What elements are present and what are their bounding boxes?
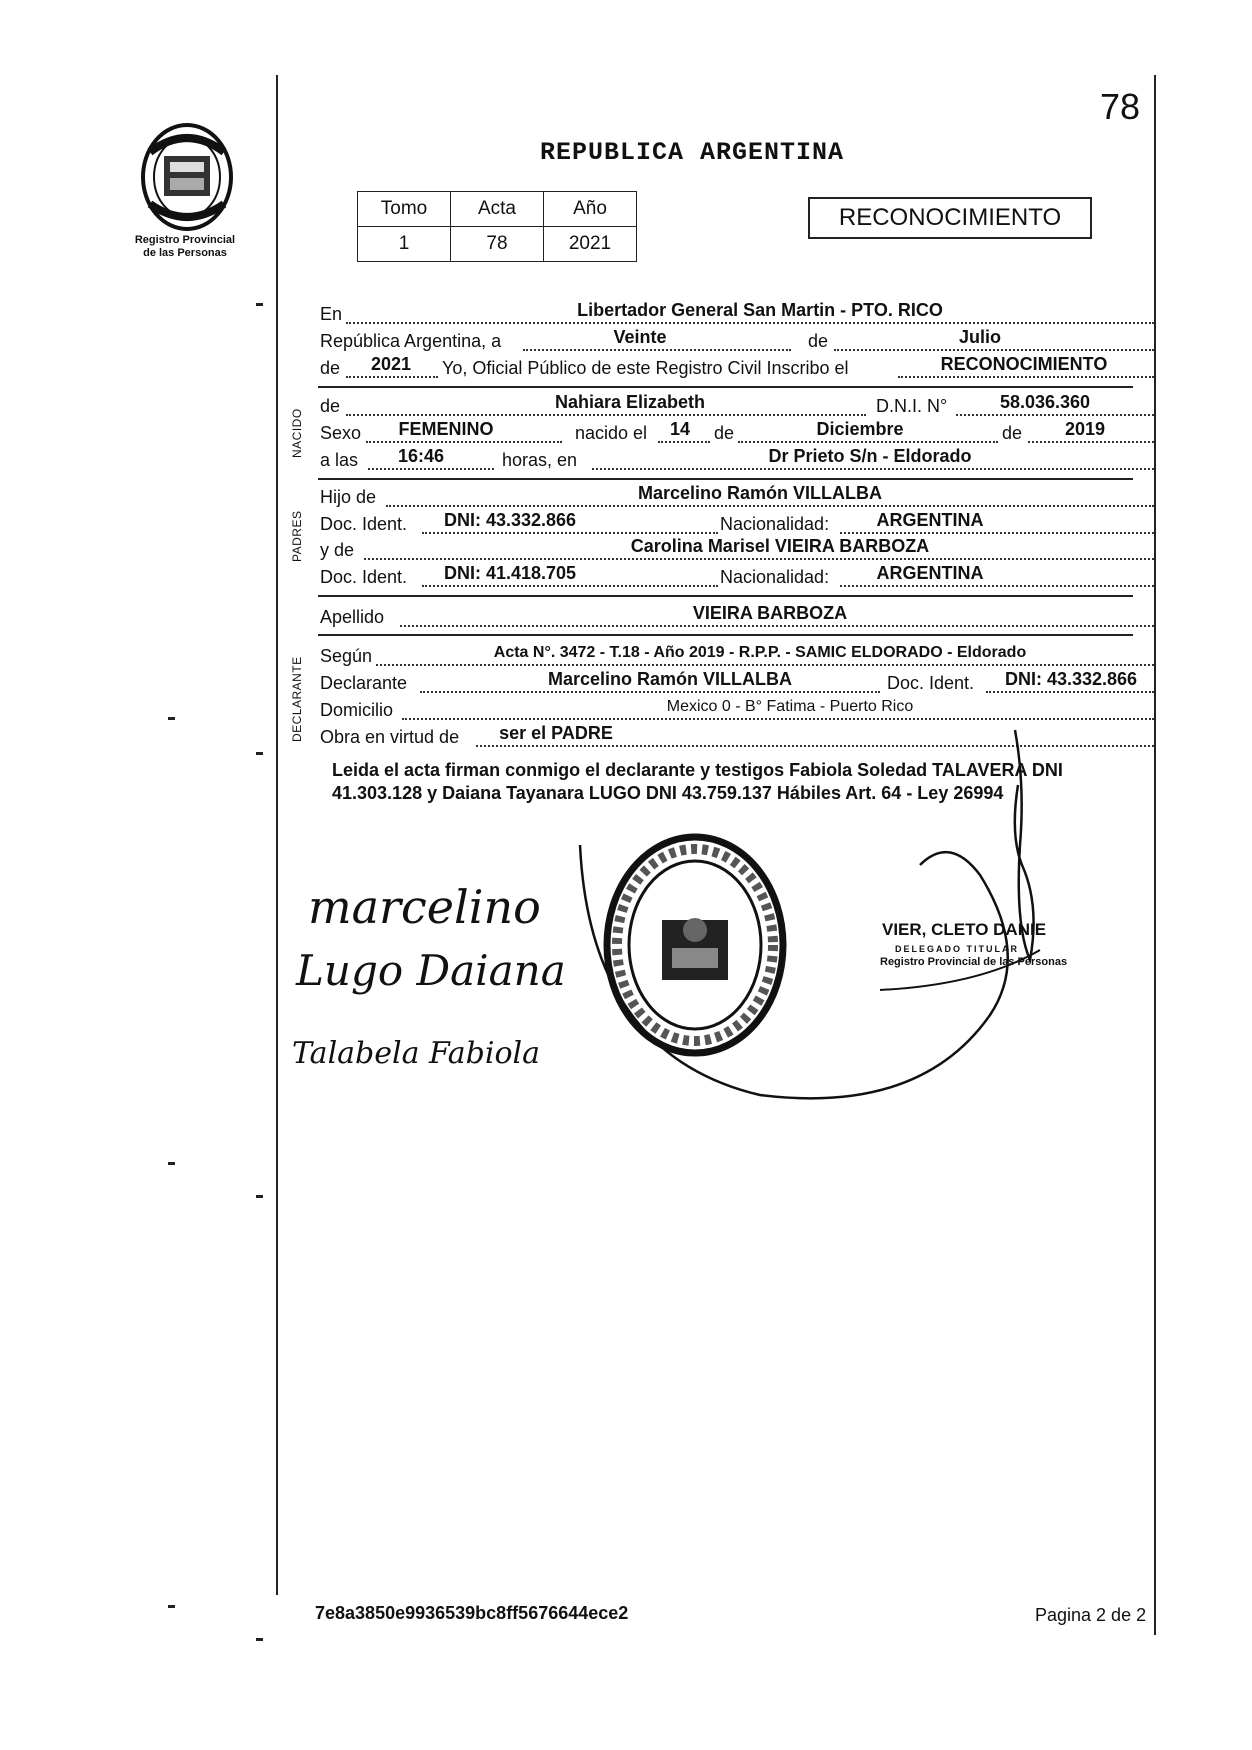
padre-doc-value: DNI: 43.332.866 [443, 510, 577, 530]
table-value-anio: 2021 [544, 227, 637, 262]
de4-label: de [714, 423, 735, 443]
section-separator [318, 386, 1133, 388]
table-value-acta: 78 [451, 227, 544, 262]
inscribo-value: RECONOCIMIENTO [940, 354, 1108, 374]
section-separator [318, 634, 1133, 636]
alas-label: a las [320, 450, 359, 470]
scan-mark [256, 1195, 263, 1198]
closing-paragraph: Leida el acta firman conmigo el declarante y testigos Fabiola Soledad TALAVERA DNI 41.303.128 y Daiana Tayanara LUGO DNI 43.759.137 Hábiles Art. 64 - Ley 26994 [332, 760, 1063, 803]
section-separator [318, 595, 1133, 597]
nacionalidad-label: Nacionalidad: [720, 514, 830, 534]
scan-mark [256, 1638, 263, 1641]
doc-ident2-label: Doc. Ident. [320, 567, 408, 587]
scan-mark [256, 752, 263, 755]
y-de-label: y de [320, 540, 355, 560]
declarante-doc-value: DNI: 43.332.866 [1004, 669, 1138, 689]
nac-dia-value: 14 [669, 419, 691, 439]
padre-value: Marcelino Ramón VILLALBA [637, 483, 883, 503]
province-seal-logo [140, 122, 234, 232]
left-margin-line [276, 75, 278, 1595]
section-separator [318, 478, 1133, 480]
document-hash: 7e8a3850e9936539bc8ff5676644ece2 [315, 1603, 629, 1623]
yo-text: Yo, Oficial Público de este Registro Civil Inscribo el [442, 358, 849, 378]
doc-ident-label: Doc. Ident. [320, 514, 408, 534]
logo-caption-line2: de las Personas [143, 247, 227, 259]
hora-value: 16:46 [397, 446, 445, 466]
scan-mark [168, 1162, 175, 1165]
dotted-line [376, 662, 1154, 666]
record-type-box: RECONOCIMIENTO [808, 197, 1092, 239]
apellido-value: VIEIRA BARBOZA [692, 603, 848, 623]
table-header-tomo: Tomo [358, 192, 451, 227]
madre-nac-value: ARGENTINA [876, 563, 984, 583]
sexo-value: FEMENINO [398, 419, 494, 439]
nac-mes-value: Diciembre [816, 419, 904, 439]
dotted-line [402, 716, 1154, 720]
record-table [357, 191, 637, 262]
page-indicator: Pagina 2 de 2 [1035, 1605, 1147, 1625]
side-label-nacido: NACIDO [290, 408, 304, 458]
apellido-label: Apellido [320, 607, 385, 627]
nombre-value: Nahiara Elizabeth [554, 392, 706, 412]
obra-value: ser el PADRE [499, 723, 613, 743]
table-header-acta: Acta [451, 192, 544, 227]
en-value: Libertador General San Martin - PTO. RICO [577, 300, 943, 320]
nac-anio-value: 2019 [1064, 419, 1106, 439]
scan-mark [168, 717, 175, 720]
de-label: de [808, 331, 829, 351]
obra-label: Obra en virtud de [320, 727, 460, 747]
segun-value: Acta N°. 3472 - T.18 - Año 2019 - R.P.P. - SAMIC ELDORADO - Eldorado [493, 644, 1027, 661]
padre-nac-value: ARGENTINA [876, 510, 984, 530]
dni-value: 58.036.360 [999, 392, 1091, 412]
republica-label: República Argentina, a [320, 331, 502, 351]
official-name: VIER, CLETO DANIE [882, 920, 1047, 939]
signature-marcelino: marcelino [308, 880, 541, 934]
sexo-label: Sexo [320, 423, 362, 443]
month-value: Julio [958, 327, 1001, 347]
official-role: DELEGADO TITULAR [895, 944, 1019, 954]
domicilio-label: Domicilio [320, 700, 394, 720]
nacionalidad2-label: Nacionalidad: [720, 567, 830, 587]
de2-label: de [320, 358, 341, 378]
doc-ident3-label: Doc. Ident. [887, 673, 975, 693]
de5-label: de [1002, 423, 1023, 443]
scan-mark [168, 1605, 175, 1608]
logo-caption-line1: Registro Provincial [134, 234, 236, 246]
nacido-el-label: nacido el [575, 423, 648, 443]
year-value: 2021 [370, 354, 412, 374]
hijo-de-label: Hijo de [320, 487, 377, 507]
official-office: Registro Provincial de las Personas [880, 956, 1068, 968]
madre-value: Carolina Marisel VIEIRA BARBOZA [630, 536, 930, 556]
dni-label: D.N.I. N° [876, 396, 948, 416]
signature-talabela-fabiola: Talabela Fabiola [292, 1036, 541, 1071]
scan-mark [256, 303, 263, 306]
domicilio-value: Mexico 0 - B° Fatima - Puerto Rico [666, 698, 914, 715]
table-value-tomo: 1 [358, 227, 451, 262]
de3-label: de [320, 396, 341, 416]
declarante-label: Declarante [320, 673, 408, 693]
table-header-anio: Año [544, 192, 637, 227]
lugar-value: Dr Prieto S/n - Eldorado [768, 446, 972, 466]
right-margin-line [1154, 75, 1156, 1635]
declarante-value: Marcelino Ramón VILLALBA [547, 669, 793, 689]
logo-caption [120, 234, 250, 260]
document-title: REPUBLICA ARGENTINA [540, 138, 845, 167]
side-label-declarante: DECLARANTE [290, 656, 304, 742]
signature-lugo-daiana: Lugo Daiana [296, 946, 566, 995]
segun-label: Según [320, 646, 373, 666]
day-value: Veinte [613, 327, 667, 347]
madre-doc-value: DNI: 41.418.705 [443, 563, 577, 583]
side-label-padres: PADRES [290, 510, 304, 562]
en-label: En [320, 304, 343, 324]
page-number: 78 [1100, 86, 1141, 127]
horas-en-label: horas, en [502, 450, 578, 470]
